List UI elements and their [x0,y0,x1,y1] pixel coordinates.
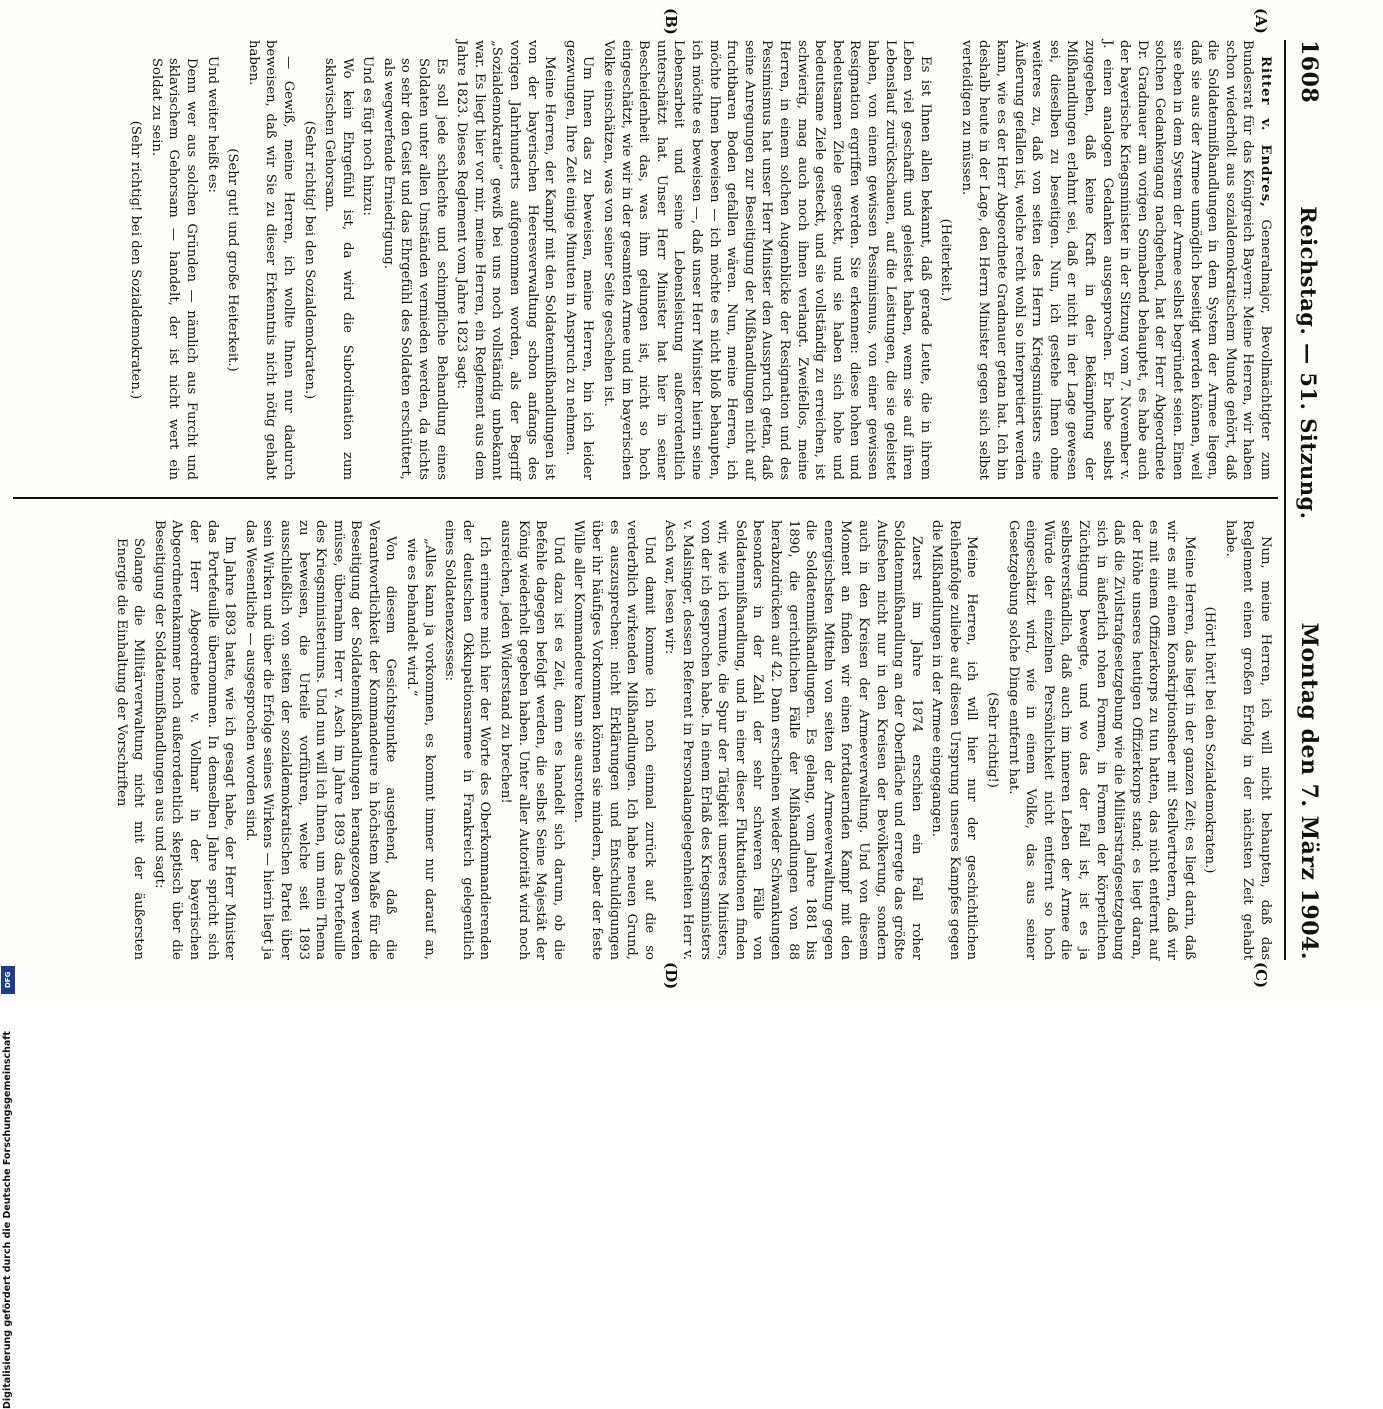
left-column [124,40,1274,480]
paragraph: Nun, meine Herren, ich will nicht behaupten, daß das Reglement einen großen Erfolg in der nächsten Zeit gehabt habe. [1222,520,1273,960]
paragraph: Meine Herren, ich will hier nur der geschichtlichen Reihenfolge zuliebe auf diesen Ursprung unseres Kampfes gegen die Mißhandlungen in der Armee eingegangen. [929,520,980,960]
quotation: „Alles kann ja vorkommen, es kommt immer nur darauf an, wie es behandelt wird.“ [404,538,437,960]
paragraph: Und es fügt noch hinzu: [360,56,376,216]
page-header [1288,40,1330,960]
paragraph: Von diesem Gesichtspunkte ausgehend, daß die Verantwortlichkeit der Kommandeure in höchstem Maße für die Beseitigung der Soldatenmißhandlungen herangezogen werden müsse, übernahm Herr v. Asch im Jahre 1893 das Portefeuille des Kriegsministeriums. Und nun will ich Ihnen, um mein Thema zu beweisen, die Urteile vorführen, welche seit 1893 ausschließlich von seiten der sozialdemokratischen Partei über sein Wirken und über die Erfolge seines Wirkens — hierin liegt ja das Wesentliche — ausgesprochen worden sind. [242,520,399,960]
speech-text: Generalmajor, Bevollmächtigter zum Bundesrat für das Königreich Bayern: Meine Herren, wir haben schon wiederholt aus sozialdemokratischem Munde gehört, daß die Soldatenmißhandlungen in dem System der Armee liegen, daß sie aus der Armee unmöglich beseitigt werden können, weil sie eben in dem System der Armee selbst begründet seien. Einen solchen Gedankengang nachgehend, hat der Herr Abgeordnete Dr. Gradnauer am vorigen Sonnabend behauptet, es habe auch der bayerische Kriegsminister in der Sitzung vom 7. November v. J. einen analogen Gedanken ausgesprochen. Er habe selbst zugegeben, daß keine Kraft in der Bekämpfung der Mißhandlungen erlahmt sei, daß er nicht in der Lage gewesen sei, dieselben zu beseitigen. Nun, ich gestehe Ihnen ohne weiteres zu, daß von seiten des Herrn Kriegsministers eine Äußerung gefallen ist, welche recht wohl so interpretiert werden kann, wie es der Herr Abgeordnete Gradnauer getan hat. Ich bin deshalb heute in der Lage, den Herrn Minister gegen sich selbst verteidigen zu müssen. [958,40,1273,480]
margin-mark-a: (A) [1252,8,1270,34]
quotation: Denn wer aus solchen Gründen — nämlich aus Furcht und sklavischem Gehorsam — handelt, der ist nicht wert ein Soldat zu sein. [148,58,199,480]
interjection: (Hört! hört! bei den Sozialdemokraten.) [1202,606,1218,874]
paragraph: Und weiter heißt es: [204,56,220,193]
header-rule [1284,40,1286,960]
page-number: 1608 [1296,40,1322,104]
interjection: (Sehr gut! und große Heiterkeit.) [225,148,241,372]
interjection: (Heiterkeit.) [938,218,954,302]
speaker-name: Ritter v. Endres, [1258,56,1273,208]
quotation: Solange die Militärverwaltung nicht mit der äußersten Energie die Einhaltung der Vorschriften [113,538,147,960]
paragraph: Im Jahre 1893 hatte, wie ich gesagt habe, der Herr Minister das Portefeuille übernommen. In demselben Jahre spricht sich der Herr Abgeordnete v. Vollmar in der bayerischen Abgeordnetenkammer noch außerordentlich skeptisch über die Beseitigung der Soldatenmißhandlungen aus und sagt: [151,520,238,960]
paragraph: Meine Herren, das liegt in der ganzen Zeit; es liegt darin, daß wir es mit einem Konskriptionsheer mit Stellvertretern, daß wir es mit einem Offizierkorps zu tun hatten, das nicht entfernt auf der Höhe unseres heutigen Offizierkorps stand; es liegt daran, daß die Zivilstrafgesetzgebung wie die Militärstrafgesetzgebung sich in äußerlich rohen Formen, in Formen der körperlichen Züchtigung bewegte, und wo das der Fall ist, ist es ja selbstverständlich, daß auch im inneren Leben der Armee die Würde der einzelnen Persönlichkeit nicht entfernt so hoch eingeschätzt wird, wie in einem Volke, das aus seiner Gesetzgebung solche Dinge entfernt hat. [1005,520,1197,960]
quotation: Wo kein Ehrgefühl ist, da wird die Subordination zum sklavischen Gehorsam. [322,58,355,480]
margin-mark-c: (C) [1252,962,1270,989]
margin-mark-b: (B) [662,8,680,35]
interjection: (Sehr richtig!) [985,692,1001,788]
paragraph: Ich erinnere mich hier der Worte des Oberkommandierenden der deutschen Okkupationsarmee in Frankreich gelegentlich eines Soldatenexzesses: [442,520,493,960]
digitization-credit [0,540,16,1409]
paragraph [957,40,1274,480]
paragraph: — Gewiß, meine Herren, ich wollte Ihnen nur dadurch beweisen, daß wir Sie zu dieser Erkenntnis nicht nötig gehabt haben. [245,40,296,480]
paragraph: Und dazu ist es Zeit, denn es handelt sich darum, ob die Befehle dagegen befolgt werden, die selbst Seine Majestät der König wiederholt gegeben haben. Unter aller Autorität wird noch ausreichen, jeden Widerstand zu brechen! [498,520,566,960]
paragraph: Zuerst im Jahre 1874 erschien ein Fall roher Soldatenmißhandlung an der Oberfläche und erregte das größte Aufsehen nicht nur in den Kreisen der Bevölkerung, sondern auch in den Kreisen der Armeeverwaltung. Und von diesem Moment an finden wir einen fortdauernden Kampf mit den energischsten Mitteln von seiten der Armeeverwaltung gegen die Soldatenmißhandlungen. Es gelang, vom Jahre 1881 bis 1890, die gerichtlichen Fälle der Mißhandlungen von 88 herabzudrücken auf 42. Dann erscheinen wieder Schwankungen besonders in der Zahl der sehr schweren Fälle von Soldatenmißhandlung, und in einer dieser Fluktuationen finden wir, wie ich vermute, die Spur der Tätigkeit unseres Ministers, von der ich gesprochen habe. In einem Erlaß des Kriegsministers v. Malsinger, dessen Referent in Personalangelegenheiten Herr v. Asch war, lesen wir: [662,520,924,960]
margin-mark-d: (D) [662,962,680,990]
paragraph: Und damit komme ich noch einmal zurück auf die so verderblich wirkenden Mißhandlungen. Ich habe neuen Grund, es auszusprechen: nicht Erklärungen und Entschuldigungen über ihr häufiges Vorkommen können sie mindern, aber der feste Wille aller Kommandeure kann sie ausrotten. [571,520,657,960]
credit-text: Digitalisierung gefördert durch die Deutsche Forschungsgemeinschaft [2,1031,13,1409]
quotation: Es soll jede schlechte und schimpfliche Behandlung eines Soldaten unter allen Umständen vermieden werden, da nichts so sehr den Geist und das Ehrgefühl des Soldaten erschüttert, als wegwerfende Erniedrigung. [380,58,449,480]
session-date: Montag den 7. März 1904. [1296,622,1322,960]
paragraph: Um Ihnen das zu beweisen, meine Herren, bin ich leider gezwungen, Ihre Zeit einige Minuten in Anspruch zu nehmen. [562,40,596,480]
column-rule [13,497,1278,499]
interjection: (Sehr richtig! bei den Sozialdemokraten.) [301,120,317,400]
paragraph: Meine Herren, der Kampf mit den Soldatenmißhandlungen ist von der bayerischen Heeresverwaltung schon anfangs des vorigen Jahrhunderts aufgenommen worden, als der Begriff „Sozialdemokratie“ gewiß bei uns noch vollständig unbekannt war. Es liegt hier vor mir, meine Herren, ein Reglement aus dem Jahre 1823. Dieses Reglement vom Jahre 1823 sagt: [454,40,558,480]
interjection: (Sehr richtig! bei den Sozialdemokraten.) [128,120,144,400]
session-title: Reichstag. — 51. Sitzung. [1296,206,1322,520]
right-column [109,520,1274,960]
dfg-logo: DFG [1,966,15,994]
paragraph: Es ist Ihnen allen bekannt, daß gerade Leute, die in ihrem Leben viel geschafft und geleistet haben, wenn sie auf ihren Lebenslauf zurückschauen, auf die Leistungen, die sie geleistet haben, von einem gewissen Pessimismus, von einer gewissen Resignation ergriffen werden. Sie erkennen: diese hohen und bedeutsamen Ziele gesteckt, und sie haben sich hohe und bedeutsame Ziele gesteckt, und sie vollständig zu erreichen, ist schwierig, mag auch noch ihnen verlangt. Zweifellos, meine Herren, in einem solchen Augenblicke der Resignation und des Pessimismus hat unser Herr Minister den Ausspruch getan, daß seine Anregungen zur Beseitigung der Mißhandlungen nicht auf fruchtbaren Boden gefallen wären. Nun, meine Herren, ich möchte Ihnen beweisen — ich möchte es nicht bloß behaupten, ich möchte es beweisen —, daß unser Herr Minister hierin seine Lebensarbeit und seine Lebensleistung außerordentlich unterschätzt hat. Unser Herr Minister hat hier in seiner Bescheidenheit das, was ihm gelungen ist, nicht so hoch eingeschätzt, wie wir in der gesamten Armee und im bayerischen Volke einschätzen, was von seiner Seite geschehen ist. [601,40,933,480]
